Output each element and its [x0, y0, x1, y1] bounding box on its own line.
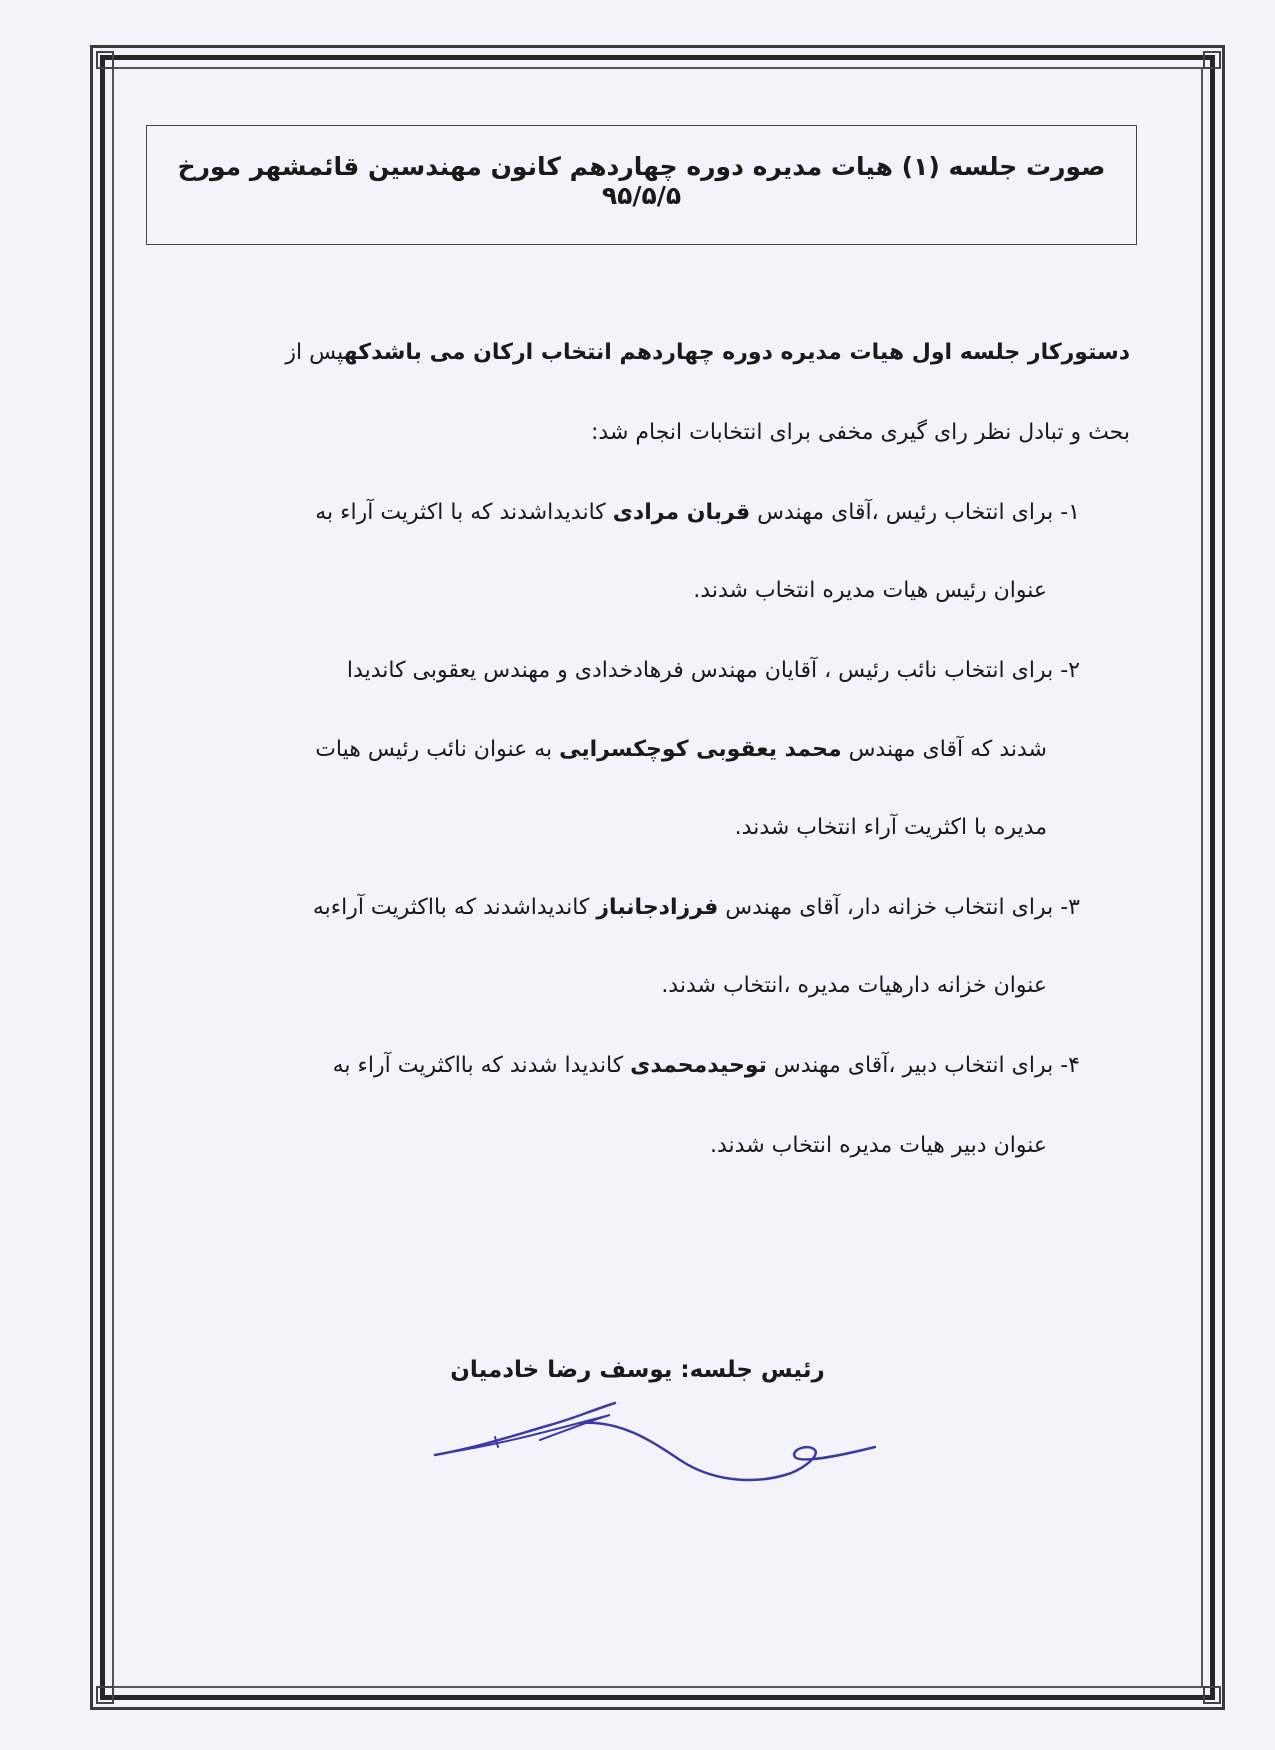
- corner-ornament: [1203, 51, 1221, 69]
- intro-line-2: بحث و تبادل نظر رای گیری مخفی برای انتخابات انجام شد:: [591, 420, 1130, 445]
- elected-person-name: قربان مرادی: [612, 500, 751, 525]
- item-2-line-1: ۲- برای انتخاب نائب رئیس ، آقایان مهندس فرهادخدادی و مهندس یعقوبی کاندیدا: [346, 658, 1080, 683]
- intro-agenda: دستورکار جلسه اول هیات مدیره دوره چهاردهم انتخاب ارکان می باشدکه: [343, 340, 1130, 365]
- item-2-line-2: شدند که آقای مهندس محمد یعقوبی کوچکسرایی به عنوان نائب رئیس هیات: [315, 737, 1047, 762]
- handwritten-signature: [420, 1385, 920, 1495]
- title-box: [146, 125, 1137, 245]
- corner-ornament: [1203, 1686, 1221, 1704]
- item-3-line-1: ۳- برای انتخاب خزانه دار، آقای مهندس فرزادجانباز کاندیداشدند که بااکثریت آراءبه: [312, 895, 1080, 920]
- corner-ornament: [96, 51, 114, 69]
- elected-person-name: فرزادجانباز: [596, 895, 719, 920]
- item-1-line-2: عنوان رئیس هیات مدیره انتخاب شدند.: [693, 578, 1047, 603]
- item-4-line-1: ۴- برای انتخاب دبیر ،آقای مهندس توحیدمحمدی کاندیدا شدند که بااکثریت آراء به: [332, 1053, 1080, 1078]
- document-title: صورت جلسه (۱) هیات مدیره دوره چهاردهم کانون مهندسین قائمشهر مورخ ۹۵/۵/۵: [177, 152, 1106, 210]
- corner-ornament: [96, 1686, 114, 1704]
- session-chair-signature-line: رئیس جلسه: یوسف رضا خادمیان: [450, 1357, 825, 1383]
- intro-line-1: [285, 340, 1130, 365]
- item-2-line-3: مدیره با اکثریت آراء انتخاب شدند.: [734, 815, 1047, 840]
- item-1-line-1: ۱- برای انتخاب رئیس ،آقای مهندس قربان مرادی کاندیداشدند که با اکثریت آراء به: [315, 500, 1080, 525]
- item-4-line-2: عنوان دبیر هیات مدیره انتخاب شدند.: [710, 1133, 1047, 1158]
- item-3-line-2: عنوان خزانه دارهیات مدیره ،انتخاب شدند.: [661, 973, 1047, 998]
- elected-person-name: توحیدمحمدی: [630, 1053, 767, 1078]
- intro-continuation: پس از: [285, 340, 344, 365]
- elected-person-name: محمد یعقوبی کوچکسرایی: [559, 737, 842, 762]
